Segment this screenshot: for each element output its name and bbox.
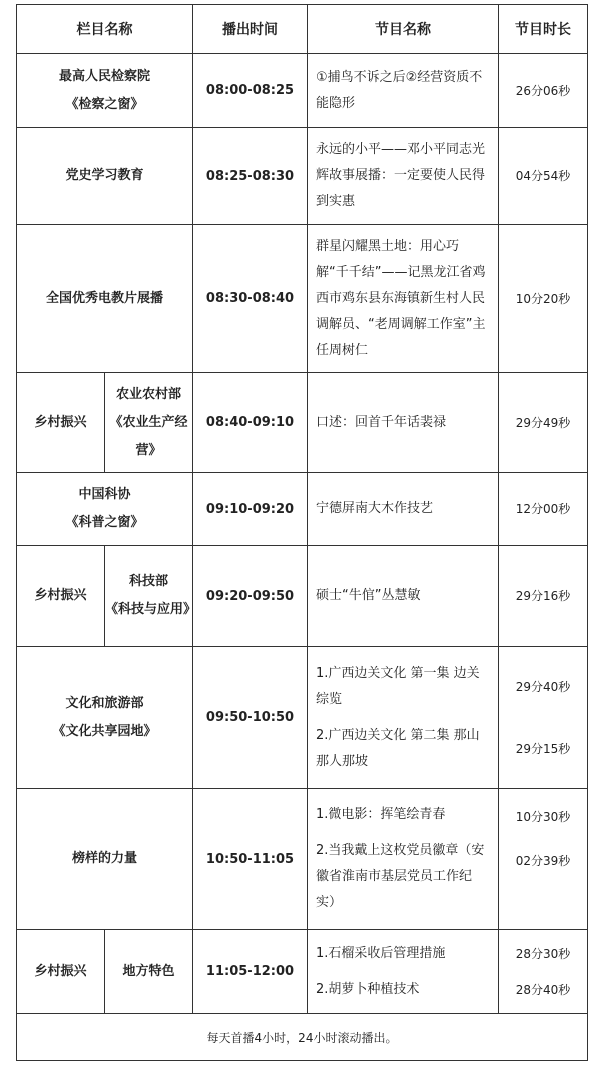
- table-row: [17, 373, 588, 473]
- duration-cell: 28分30秒 28分40秒: [499, 930, 588, 1014]
- air-time-cell: 08:30-08:40: [193, 225, 308, 373]
- column-name-cell: 文化和旅游部 《文化共享园地》: [17, 647, 193, 789]
- air-time-cell: 08:40-09:10: [193, 373, 308, 473]
- program-cell: 1.微电影：挥笔绘青春 2.当我戴上这枚党员徽章（安徽省淮南市基层党员工作纪实）: [308, 789, 499, 930]
- table-row: [17, 930, 588, 1014]
- air-time-cell: 11:05-12:00: [193, 930, 308, 1014]
- air-time-cell: 09:10-09:20: [193, 473, 308, 546]
- program-cell: 群星闪耀黑土地：用心巧解“千千结”——记黑龙江省鸡西市鸡东县东海镇新生村人民调解员、“老周调解工作室”主任周树仁: [308, 225, 499, 373]
- table-row: [17, 54, 588, 128]
- air-time-cell: 09:50-10:50: [193, 647, 308, 789]
- air-time-cell: 08:00-08:25: [193, 54, 308, 128]
- department-cell: 地方特色: [105, 930, 193, 1014]
- duration-cell: 10分30秒 02分39秒: [499, 789, 588, 930]
- header-duration: 节目时长: [499, 5, 588, 54]
- table-row: [17, 647, 588, 789]
- program-cell: 宁德屏南大木作技艺: [308, 473, 499, 546]
- header-row: [17, 5, 588, 54]
- air-time-cell: 08:25-08:30: [193, 128, 308, 225]
- table-row: [17, 546, 588, 647]
- column-name-cell: 中国科协 《科普之窗》: [17, 473, 193, 546]
- duration-cell: 12分00秒: [499, 473, 588, 546]
- duration-cell: 26分06秒: [499, 54, 588, 128]
- duration-cell: 29分49秒: [499, 373, 588, 473]
- column-name-cell: 全国优秀电教片展播: [17, 225, 193, 373]
- table-row: [17, 128, 588, 225]
- table-row: [17, 789, 588, 930]
- program-cell: ①捕鸟不诉之后②经营资质不能隐形: [308, 54, 499, 128]
- program-cell: 1.石榴采收后管理措施 2.胡萝卜种植技术: [308, 930, 499, 1014]
- program-cell: 口述：回首千年话裴禄: [308, 373, 499, 473]
- air-time-cell: 10:50-11:05: [193, 789, 308, 930]
- air-time-cell: 09:20-09:50: [193, 546, 308, 647]
- table-row: [17, 473, 588, 546]
- duration-cell: 29分16秒: [499, 546, 588, 647]
- category-cell: 乡村振兴: [17, 546, 105, 647]
- department-cell: 科技部 《科技与应用》: [105, 546, 193, 647]
- category-cell: 乡村振兴: [17, 930, 105, 1014]
- header-air-time: 播出时间: [193, 5, 308, 54]
- column-name-cell: 最高人民检察院 《检察之窗》: [17, 54, 193, 128]
- program-cell: 1.广西边关文化 第一集 边关综览 2.广西边关文化 第二集 那山那人那坡: [308, 647, 499, 789]
- table-row: [17, 225, 588, 373]
- duration-cell: 10分20秒: [499, 225, 588, 373]
- duration-cell: 04分54秒: [499, 128, 588, 225]
- duration-cell: 29分40秒 29分15秒: [499, 647, 588, 789]
- column-name-cell: 党史学习教育: [17, 128, 193, 225]
- footer-note: 每天首播4小时，24小时滚动播出。: [17, 1014, 588, 1061]
- footer-row: [17, 1014, 588, 1061]
- program-cell: 永远的小平——邓小平同志光辉故事展播：一定要使人民得到实惠: [308, 128, 499, 225]
- schedule-table: [16, 4, 588, 1061]
- header-column-name: 栏目名称: [17, 5, 193, 54]
- column-name-cell: 榜样的力量: [17, 789, 193, 930]
- program-cell: 硕士“牛倌”丛慧敏: [308, 546, 499, 647]
- department-cell: 农业农村部 《农业生产经营》: [105, 373, 193, 473]
- header-program-name: 节目名称: [308, 5, 499, 54]
- category-cell: 乡村振兴: [17, 373, 105, 473]
